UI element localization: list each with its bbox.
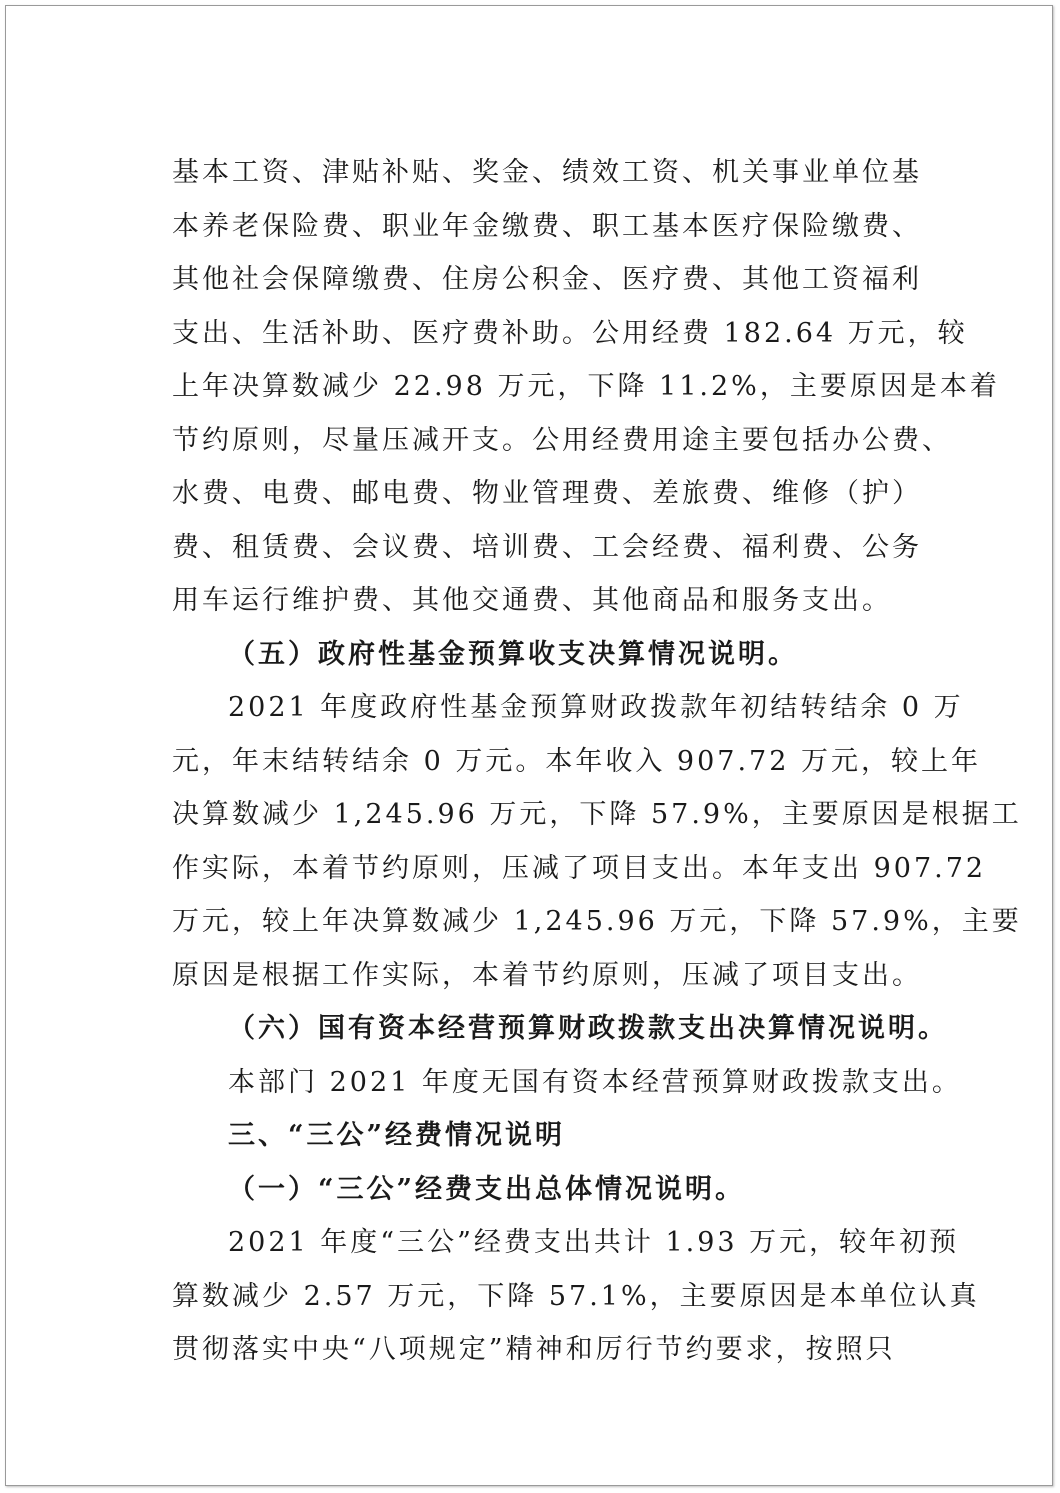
text-line: 元，年末结转结余 0 万元。本年收入 907.72 万元，较上年: [172, 745, 981, 777]
text-line: 支出、生活补助、医疗费补助。公用经费 182.64 万元，较: [172, 317, 968, 349]
text-line: 万元，较上年决算数减少 1,245.96 万元，下降 57.9%，主要: [172, 906, 1022, 937]
section-heading-five: （五）政府性基金预算收支决算情况说明。: [228, 638, 798, 670]
text-line: 本养老保险费、职业年金缴费、职工基本医疗保险缴费、: [172, 210, 922, 242]
text-line: 2021 年度政府性基金预算财政拨款年初结转结余 0 万: [228, 692, 964, 723]
text-line: 作实际，本着节约原则，压减了项目支出。本年支出 907.72: [172, 852, 987, 884]
section-heading-six: （六）国有资本经营预算财政拨款支出决算情况说明。: [228, 1013, 948, 1044]
page-frame: [5, 5, 1053, 1486]
section-heading-three: 三、“三公”经费情况说明: [228, 1120, 566, 1151]
text-line: 贯彻落实中央“八项规定”精神和厉行节约要求，按照只: [172, 1334, 896, 1365]
text-line: 2021 年度“三公”经费支出共计 1.93 万元，较年初预: [228, 1227, 960, 1258]
text-line: 原因是根据工作实际，本着节约原则，压减了项目支出。: [172, 959, 922, 991]
text-line: 用车运行维护费、其他交通费、其他商品和服务支出。: [172, 585, 892, 616]
text-line: 算数减少 2.57 万元，下降 57.1%，主要原因是本单位认真: [172, 1280, 980, 1312]
text-line: 其他社会保障缴费、住房公积金、医疗费、其他工资福利: [172, 264, 922, 295]
text-line: 费、租赁费、会议费、培训费、工会经费、福利费、公务: [172, 531, 922, 563]
text-line: 水费、电费、邮电费、物业管理费、差旅费、维修（护）: [172, 478, 922, 509]
text-line: 上年决算数减少 22.98 万元，下降 11.2%，主要原因是本着: [172, 371, 1000, 402]
text-line: 基本工资、津贴补贴、奖金、绩效工资、机关事业单位基: [172, 157, 922, 188]
subsection-heading-one: （一）“三公”经费支出总体情况说明。: [228, 1173, 746, 1205]
document-body: [172, 146, 1022, 1377]
text-line: 决算数减少 1,245.96 万元，下降 57.9%，主要原因是根据工: [172, 799, 1022, 830]
text-line: 本部门 2021 年度无国有资本经营预算财政拨款支出。: [228, 1066, 962, 1098]
text-line: 节约原则，尽量压减开支。公用经费用途主要包括办公费、: [172, 424, 952, 456]
